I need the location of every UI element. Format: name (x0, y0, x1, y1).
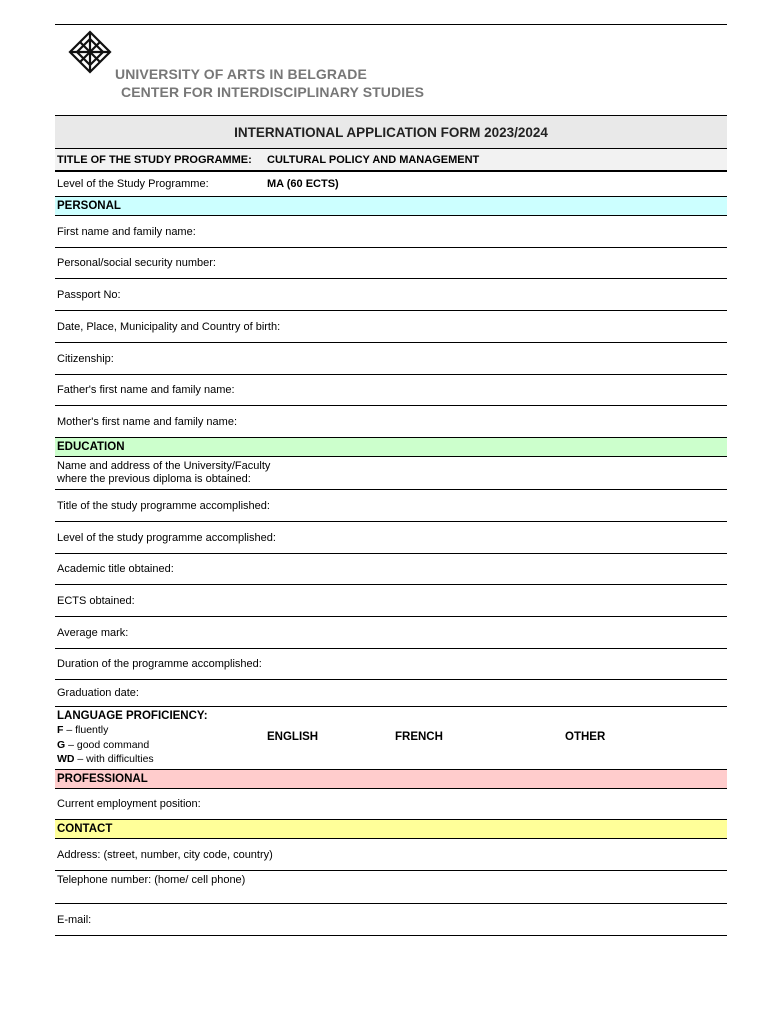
field-previous-university[interactable] (55, 457, 727, 490)
field-birth-details[interactable] (55, 311, 727, 343)
field-email[interactable] (55, 904, 727, 936)
programme-row (55, 149, 727, 172)
level-text: – good command (68, 739, 150, 751)
field-label: Date, Place, Municipality and Country of birth: (57, 320, 281, 333)
field-duration[interactable] (55, 649, 727, 680)
diamond-lattice-logo-icon (66, 30, 114, 74)
level-value: MA (60 ECTS) (267, 178, 339, 190)
field-address[interactable] (55, 839, 727, 871)
field-passport[interactable] (55, 279, 727, 311)
field-label: Father's first name and family name: (57, 384, 235, 396)
field-label: Level of the study programme accomplished: (57, 531, 276, 544)
form-title: INTERNATIONAL APPLICATION FORM 2023/2024 (55, 115, 727, 149)
field-employment[interactable] (55, 789, 727, 820)
section-professional-heading: PROFESSIONAL (57, 773, 148, 785)
level-text: – with difficulties (77, 753, 154, 765)
level-code: G (57, 739, 66, 751)
section-education-heading: EDUCATION (57, 441, 125, 453)
center-name: CENTER FOR INTERDISCIPLINARY STUDIES (121, 84, 425, 100)
field-programme-accomplished[interactable] (55, 490, 727, 522)
field-label: Personal/social security number: (57, 257, 216, 269)
level-fluent (57, 724, 108, 736)
language-french[interactable]: FRENCH (395, 731, 443, 743)
level-good (57, 739, 149, 751)
field-full-name[interactable] (55, 216, 727, 248)
field-ects[interactable] (55, 585, 727, 617)
previous-university-label (57, 460, 270, 486)
field-citizenship[interactable] (55, 343, 727, 375)
language-english[interactable]: ENGLISH (267, 731, 319, 743)
field-label: Citizenship: (57, 352, 114, 365)
field-label: Mother's first name and family name: (57, 415, 238, 428)
field-level-accomplished[interactable] (55, 522, 727, 554)
field-graduation-date[interactable] (55, 680, 727, 707)
field-father-name[interactable] (55, 375, 727, 406)
university-name: UNIVERSITY OF ARTS IN BELGRADE (115, 66, 367, 82)
field-label: ECTS obtained: (57, 594, 135, 607)
field-label: Title of the study programme accomplished: (57, 499, 270, 512)
section-contact-heading: CONTACT (57, 823, 113, 835)
field-label: Duration of the programme accomplished: (57, 658, 262, 670)
field-label: E-mail: (57, 913, 92, 926)
level-text: – fluently (66, 724, 109, 736)
field-security-number[interactable] (55, 248, 727, 279)
field-label: First name and family name: (57, 225, 196, 238)
field-telephone[interactable] (55, 871, 727, 904)
level-difficult (57, 753, 154, 765)
label-line: where the previous diploma is obtained: (57, 473, 251, 485)
field-label: Address: (street, number, city code, country) (57, 848, 273, 861)
field-mother-name[interactable] (55, 406, 727, 438)
field-label: Telephone number: (home/ cell phone) (57, 874, 246, 886)
field-label: Average mark: (57, 626, 129, 639)
section-education (55, 438, 727, 457)
level-row (55, 172, 727, 197)
field-academic-title[interactable] (55, 554, 727, 585)
language-proficiency (55, 707, 727, 770)
level-code: F (57, 724, 64, 736)
language-other[interactable]: OTHER (565, 731, 606, 743)
top-rule (55, 24, 727, 25)
field-label: Academic title obtained: (57, 563, 174, 575)
section-professional (55, 770, 727, 789)
field-label: Graduation date: (57, 687, 139, 699)
field-label: Current employment position: (57, 798, 201, 810)
programme-label: TITLE OF THE STUDY PROGRAMME: (57, 153, 252, 166)
application-form (55, 115, 727, 936)
section-contact (55, 820, 727, 839)
section-personal-heading: PERSONAL (57, 200, 121, 212)
section-personal (55, 197, 727, 216)
level-label: Level of the Study Programme: (57, 178, 209, 190)
language-title: LANGUAGE PROFICIENCY: (57, 710, 208, 722)
level-code: WD (57, 753, 75, 765)
label-line: Name and address of the University/Faculty (57, 460, 271, 472)
programme-value: CULTURAL POLICY AND MANAGEMENT (267, 153, 480, 166)
field-label: Passport No: (57, 288, 121, 301)
field-average-mark[interactable] (55, 617, 727, 649)
